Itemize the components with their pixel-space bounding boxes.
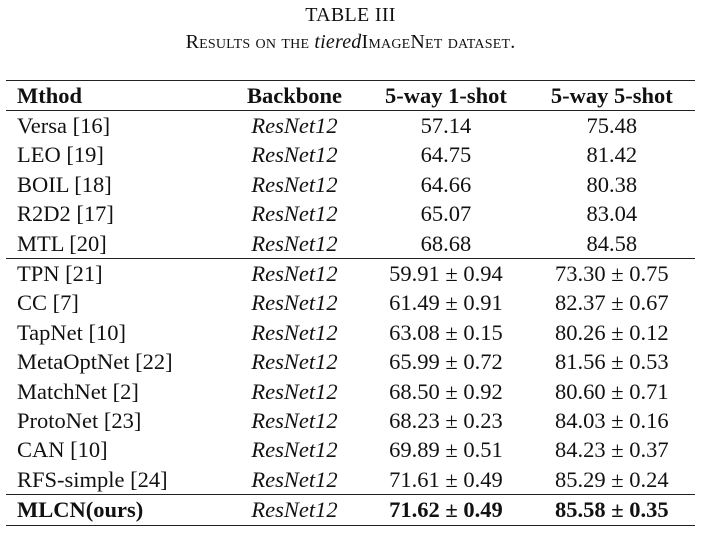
backbone-cell: ResNet12 <box>251 466 338 492</box>
method-cell: TapNet [10] <box>17 319 127 345</box>
method-cell: MLCN(ours) <box>6 495 226 525</box>
backbone-cell: ResNet12 <box>251 437 338 463</box>
table-row <box>6 318 695 347</box>
backbone-cell: ResNet12 <box>251 201 338 227</box>
header-method: Mthod <box>17 82 83 108</box>
table-row-ours <box>6 495 695 525</box>
five-shot-cell: 80.38 <box>586 171 638 197</box>
table-row <box>6 111 695 141</box>
method-cell: TPN [21] <box>6 259 226 289</box>
five-shot-cell: 81.42 <box>586 142 638 168</box>
five-shot-cell: 75.48 <box>586 113 638 139</box>
header-backbone: Backbone <box>247 82 343 108</box>
results-table-container <box>6 80 695 526</box>
backbone-cell: ResNet12 <box>251 142 338 168</box>
table-title <box>0 31 701 54</box>
five-shot-cell: 85.29 ± 0.24 <box>555 466 669 492</box>
method-cell: R2D2 [17] <box>17 201 114 227</box>
one-shot-cell: 68.68 <box>420 230 472 256</box>
one-shot-cell: 71.62 ± 0.49 <box>363 495 528 525</box>
backbone-cell: ResNet12 <box>226 495 363 525</box>
table-row <box>6 348 695 377</box>
table-row <box>6 259 695 289</box>
backbone-cell: ResNet12 <box>251 349 338 375</box>
method-cell: MTL [20] <box>17 230 107 256</box>
backbone-cell: ResNet12 <box>226 259 363 289</box>
five-shot-cell: 81.56 ± 0.53 <box>555 349 669 375</box>
five-shot-cell: 82.37 ± 0.67 <box>555 290 669 316</box>
backbone-cell: ResNet12 <box>251 290 338 316</box>
table-row <box>6 141 695 170</box>
method-cell: LEO [19] <box>17 142 104 168</box>
one-shot-cell: 57.14 <box>420 113 472 139</box>
table-body <box>6 111 695 525</box>
table-row <box>6 436 695 465</box>
table-title-italic: tiered <box>314 31 362 53</box>
one-shot-cell: 69.89 ± 0.51 <box>389 437 503 463</box>
one-shot-cell: 64.66 <box>420 171 472 197</box>
backbone-cell: ResNet12 <box>251 407 338 433</box>
one-shot-cell: 68.50 ± 0.92 <box>389 378 503 404</box>
method-cell: MatchNet [2] <box>17 378 139 404</box>
method-cell: CAN [10] <box>17 437 108 463</box>
results-table <box>6 80 695 526</box>
one-shot-cell: 68.23 ± 0.23 <box>389 407 503 433</box>
one-shot-cell: 71.61 ± 0.49 <box>389 466 503 492</box>
table-label: TABLE III <box>305 4 396 26</box>
table-row <box>6 289 695 318</box>
table-row <box>6 170 695 199</box>
five-shot-cell: 84.03 ± 0.16 <box>555 407 669 433</box>
backbone-cell: ResNet12 <box>251 319 338 345</box>
backbone-cell: ResNet12 <box>251 230 338 256</box>
five-shot-cell: 83.04 <box>586 201 638 227</box>
one-shot-cell: 64.75 <box>420 142 472 168</box>
five-shot-cell: 80.26 ± 0.12 <box>555 319 669 345</box>
backbone-cell: ResNet12 <box>251 113 338 139</box>
table-row <box>6 406 695 435</box>
method-cell: Versa [16] <box>17 113 111 139</box>
table-title-prefix: Results on the <box>185 31 315 53</box>
five-shot-cell: 85.58 ± 0.35 <box>529 495 695 525</box>
method-cell: RFS-simple [24] <box>17 466 168 492</box>
table-row <box>6 465 695 495</box>
one-shot-cell: 65.99 ± 0.72 <box>389 349 503 375</box>
table-row <box>6 229 695 259</box>
five-shot-cell: 84.23 ± 0.37 <box>555 437 669 463</box>
header-5way-5shot: 5-way 5-shot <box>550 82 673 108</box>
one-shot-cell: 61.49 ± 0.91 <box>389 290 503 316</box>
table-title-suffix: ImageNet dataset. <box>361 31 516 53</box>
one-shot-cell: 59.91 ± 0.94 <box>363 259 528 289</box>
table-row <box>6 200 695 229</box>
five-shot-cell: 80.60 ± 0.71 <box>555 378 669 404</box>
method-cell: ProtoNet [23] <box>17 407 142 433</box>
header-5way-1shot: 5-way 1-shot <box>385 82 507 108</box>
backbone-cell: ResNet12 <box>251 171 338 197</box>
method-cell: MetaOptNet [22] <box>17 349 173 375</box>
one-shot-cell: 65.07 <box>420 201 472 227</box>
one-shot-cell: 63.08 ± 0.15 <box>389 319 503 345</box>
table-header-row <box>6 81 695 111</box>
five-shot-cell: 73.30 ± 0.75 <box>529 259 695 289</box>
method-cell: CC [7] <box>17 290 79 316</box>
five-shot-cell: 84.58 <box>586 230 638 256</box>
backbone-cell: ResNet12 <box>251 378 338 404</box>
method-cell: BOIL [18] <box>17 171 112 197</box>
table-row <box>6 377 695 406</box>
